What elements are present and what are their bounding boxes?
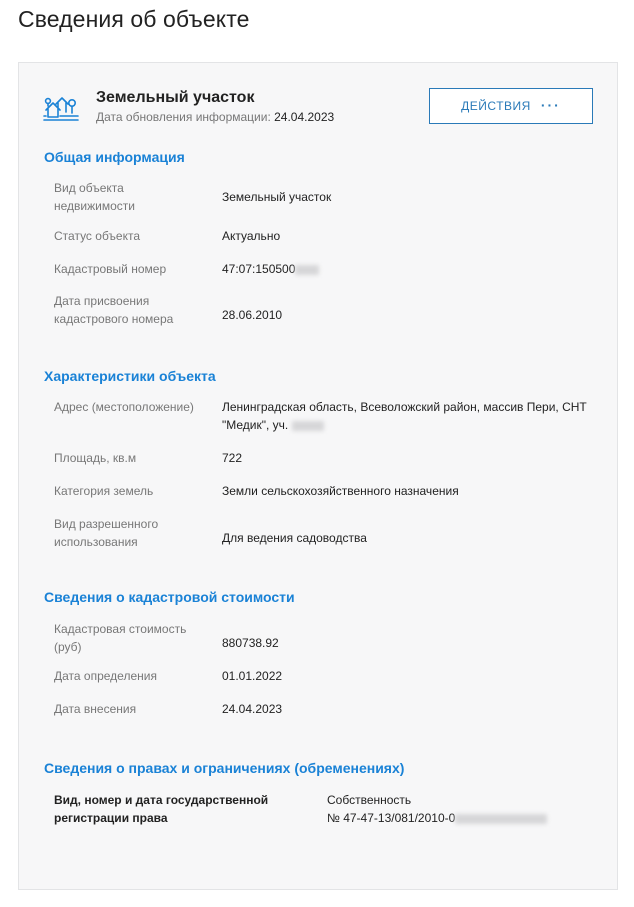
row-label: Площадь, кв.м (54, 451, 137, 465)
rights-registration-value (327, 791, 607, 827)
more-dots-icon: ··· (540, 96, 561, 113)
update-label: Дата обновления информации: (96, 110, 271, 124)
row-label: Вид разрешенного использования (54, 517, 159, 549)
row-label: Дата определения (54, 669, 157, 683)
section-title-characteristics: Характеристики объекта (44, 368, 216, 384)
actions-button[interactable] (429, 88, 593, 124)
row-value: Для ведения садоводства (222, 531, 367, 545)
row-value: Земельный участок (222, 190, 332, 204)
row-value: Земли сельскохозяйственного назначения (222, 484, 459, 498)
rights-registration-label: Вид, номер и дата государственной регистрации права (54, 793, 269, 825)
row-value: 01.01.2022 (222, 669, 283, 683)
section-title-general: Общая информация (44, 149, 185, 165)
redacted-text (295, 265, 319, 275)
page-title: Сведения об объекте (18, 6, 250, 32)
object-update-info (96, 110, 334, 124)
right-number: № 47-47-13/081/2010-0 (327, 811, 456, 825)
row-label: Категория земель (54, 484, 154, 498)
cadastral-number: 47:07:150500 (222, 262, 296, 276)
row-value: 880738.92 (222, 636, 279, 650)
right-type: Собственность (327, 793, 412, 807)
redacted-text (455, 814, 547, 824)
row-value-wrapper (222, 398, 602, 434)
row-label: Вид объекта недвижимости (54, 181, 135, 213)
row-label: Кадастровый номер (54, 262, 167, 276)
right-number-line (327, 809, 607, 827)
row-value: 24.04.2023 (222, 702, 283, 716)
section-title-cadastral-value: Сведения о кадастровой стоимости (44, 589, 295, 605)
update-date: 24.04.2023 (274, 110, 335, 124)
row-value: 28.06.2010 (222, 308, 283, 322)
row-value-wrapper (222, 260, 602, 278)
row-value: Актуально (222, 229, 281, 243)
actions-label: ДЕЙСТВИЯ (461, 99, 531, 113)
address-value: Ленинградская область, Всеволожский район, массив Пери, СНТ "Медик", уч. (222, 400, 587, 432)
land-plot-icon (43, 89, 79, 123)
row-label: Адрес (местоположение) (54, 400, 194, 414)
row-label: Дата присвоения кадастрового номера (54, 294, 174, 326)
row-label: Статус объекта (54, 229, 141, 243)
redacted-text (292, 421, 324, 431)
section-title-rights: Сведения о правах и ограничениях (обременениях) (44, 760, 405, 776)
row-label: Кадастровая стоимость (руб) (54, 622, 187, 654)
object-title: Земельный участок (96, 89, 255, 106)
row-value: 722 (222, 451, 243, 465)
row-label: Дата внесения (54, 702, 137, 716)
object-card (18, 62, 618, 890)
